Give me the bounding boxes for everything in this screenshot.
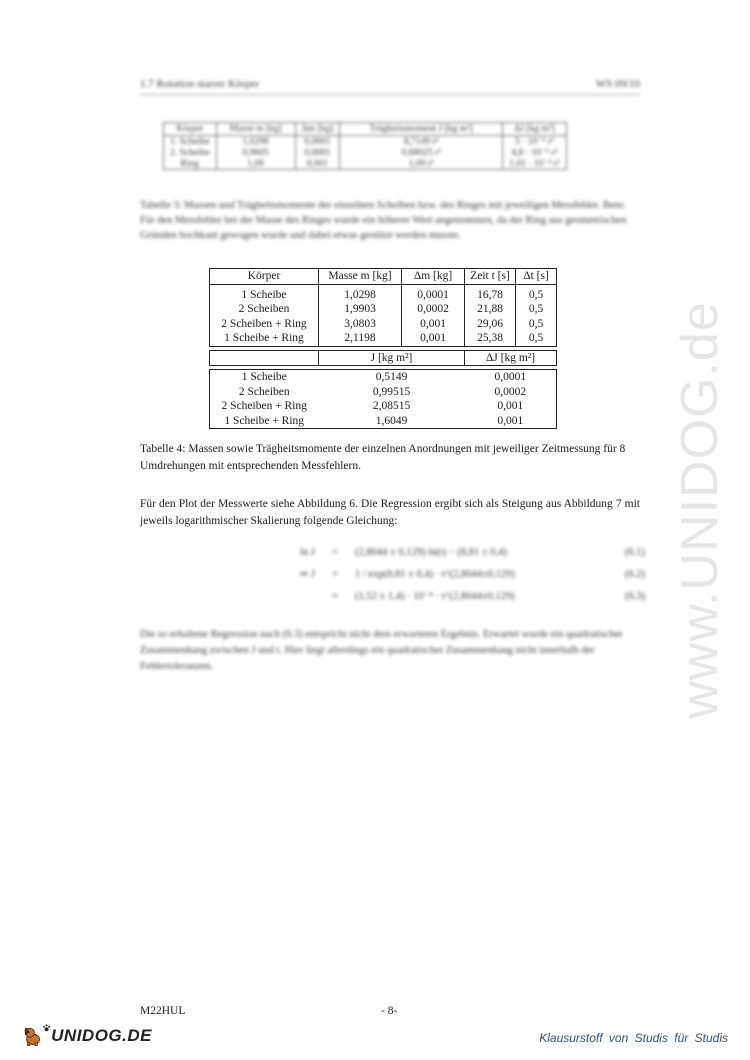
blurred-table-cell: 0,001 <box>295 158 340 170</box>
watermark-text: www.UNIDOG.de <box>671 301 729 719</box>
table4-cell: 1,9903 <box>319 302 402 317</box>
slogan: Klausurstoff von Studis für Studis <box>539 1031 728 1045</box>
equation-op: = <box>332 568 338 580</box>
table4-j-cell: 2 Scheiben + Ring <box>210 399 319 414</box>
page-header <box>140 78 640 90</box>
table4-cell: 0,0001 <box>402 288 465 303</box>
equations <box>255 543 645 605</box>
header-rule <box>140 94 640 95</box>
table4-cell: 2 Scheiben + Ring <box>210 317 319 332</box>
table4-j-cell: 0,5149 <box>319 370 465 385</box>
blurred-table-cell: 1. Scheibe <box>164 136 217 148</box>
blurred-table-cell: Ring <box>164 158 217 170</box>
unidog-logo[interactable] <box>22 1017 152 1055</box>
blurred-table-cell: 8,7149 r² <box>340 136 503 148</box>
header-left: 1.7 Rotation starrer Körper <box>140 78 260 90</box>
table4-j-cell: 1 Scheibe <box>210 370 319 385</box>
table-4 <box>209 268 557 429</box>
table4-j-cell: 1 Scheibe + Ring <box>210 414 319 429</box>
table4-cell: 29,06 <box>465 317 516 332</box>
equation-number: (6.2) <box>624 568 645 580</box>
equation-rhs: (1,52 ± 1,4) · 10⁻⁴ · t^(2,8044±0,129) <box>355 591 515 602</box>
table4-cell: 3,0803 <box>319 317 402 332</box>
table4-j-cell: 0,99515 <box>372 385 411 398</box>
equation-number: (6.3) <box>624 590 645 602</box>
table4-header: Körper <box>210 269 319 285</box>
equation-lhs: ln J <box>300 546 315 558</box>
table4-cell: 16,78 <box>465 288 516 303</box>
blurred-table-cell: 4,8 · 10⁻⁵ r² <box>503 147 566 158</box>
table4-cell: 0,001 <box>402 331 465 346</box>
table4-cell: 1 Scheibe <box>210 288 319 303</box>
blurred-table-cell: 5 · 10⁻⁵ r² <box>503 136 566 148</box>
table4-header: Masse m [kg] <box>319 269 402 285</box>
blurred-table-header: Trägheitsmoment J [kg m²] <box>340 123 503 136</box>
blurred-table <box>163 122 567 170</box>
blurred-table-cell: 0,0001 <box>295 147 340 158</box>
table4-cell: 0,5 <box>516 302 557 317</box>
equation-line <box>255 543 645 561</box>
equation-number: (6.1) <box>624 546 645 558</box>
equation-lhs: ⇒ J <box>299 569 315 580</box>
body-paragraph: Für den Plot der Messwerte siehe Abbildung 6. Die Regression ergibt sich als Steigung aus Abbildung 7 mit jeweils logarithmischer Skalierung folgende Gleichung: <box>140 498 640 527</box>
table-4-caption: Tabelle 4: Massen sowie Trägheitsmomente der einzelnen Anordnungen mit jeweiliger Zeitmessung für 8 Umdrehungen mit entsprechenden Messfehlern. <box>140 443 626 472</box>
table4-j-header: ΔJ [kg m²] <box>465 350 557 366</box>
dog-icon <box>22 1019 44 1053</box>
table4-j-cell: 0,0001 <box>465 370 557 385</box>
equation-line <box>255 561 645 587</box>
blurred-table-header: Masse m [kg] <box>216 123 295 136</box>
table4-j-cell: 0,0002 <box>465 385 557 400</box>
table4-j-cell: 0,001 <box>465 414 557 429</box>
table4-j-cell: 1,6049 <box>319 414 465 429</box>
table4-j-cell: 2,08515 <box>372 400 411 412</box>
blurred-table-cell: 2. Scheibe <box>164 147 217 158</box>
footer-left: M22HUL <box>140 1005 186 1017</box>
blurred-paragraph: Die so erhaltene Regression nach (6.3) entspricht nicht dem erwarteten Ergebnis. Erwartet wurde ein quadratischer Zusammenhang zwischen J und t. Hier liegt allerdings ein quadratischer Zusammenhang nicht innerhalb der Fehlertoleranzen. <box>140 629 623 672</box>
blurred-table-cell: 0,68025 r² <box>340 147 503 158</box>
blurred-table-cell: 1,09 <box>216 158 295 170</box>
table4-header: Zeit t [s] <box>465 269 516 285</box>
table4-cell: 1 Scheibe + Ring <box>210 331 319 346</box>
blurred-table-header: ΔJ [kg m²] <box>503 123 566 136</box>
blurred-table-cell: 0,9605 <box>216 147 295 158</box>
table4-cell: 0,5 <box>516 288 557 303</box>
blurred-table-header: Körper <box>164 123 217 136</box>
page-number: - 8- <box>381 1005 398 1017</box>
table4-cell: 21,88 <box>465 302 516 317</box>
table4-j-header <box>210 350 319 366</box>
watermark <box>655 280 745 740</box>
equation-rhs: 1 / exp(8,81 ± 0,4) · t^(2,8044±0,129) <box>355 568 515 580</box>
blurred-table-cell: 1,09 r² <box>340 158 503 170</box>
table4-cell: 0,5 <box>516 331 557 346</box>
paw-icon <box>42 1021 51 1035</box>
table4-header: Δm [kg] <box>402 269 465 285</box>
table4-j-header: J [kg m²] <box>319 350 465 366</box>
table4-cell: 25,38 <box>465 331 516 346</box>
table4-header: Δt [s] <box>516 269 557 285</box>
table4-cell: 0,0002 <box>402 302 465 317</box>
table4-cell: 2,1198 <box>319 331 402 346</box>
header-right: WS 09/10 <box>595 78 640 90</box>
table4-cell: 1,0298 <box>319 288 402 303</box>
equation-rhs: (2,8044 ± 0,129) ln(t) − (8,81 ± 0,4) <box>355 546 507 558</box>
equation-line <box>255 587 645 605</box>
table4-j-cell: 2 Scheiben <box>210 385 319 400</box>
blurred-table-header: Δm [kg] <box>295 123 340 136</box>
equation-op: ≈ <box>332 590 338 602</box>
blurred-caption: Tabelle 3: Massen und Trägheitsmomente der einzelnen Scheiben bzw. des Ringes mit jeweiligen Messfehler. Bem: Für den Messfehler bei der Masse des Ringes wurde ein höherer Wert angenommen, da der Ring aus geometrischen Gründen hochkant gewogen wurde und dabei etwas gestützt werden musste. <box>140 200 627 241</box>
table4-j-cell: 0,001 <box>465 399 557 414</box>
blurred-table-cell: 1,01 · 10⁻³ r² <box>503 158 566 170</box>
table4-cell: 0,001 <box>402 317 465 332</box>
blurred-table-cell: 1,0298 <box>216 136 295 148</box>
equation-op: = <box>332 546 338 558</box>
table4-cell: 2 Scheiben <box>210 302 319 317</box>
table4-cell: 0,5 <box>516 317 557 332</box>
blurred-table-cell: 0,0001 <box>295 136 340 148</box>
logo-text: UNIDOG.DE <box>51 1026 152 1045</box>
